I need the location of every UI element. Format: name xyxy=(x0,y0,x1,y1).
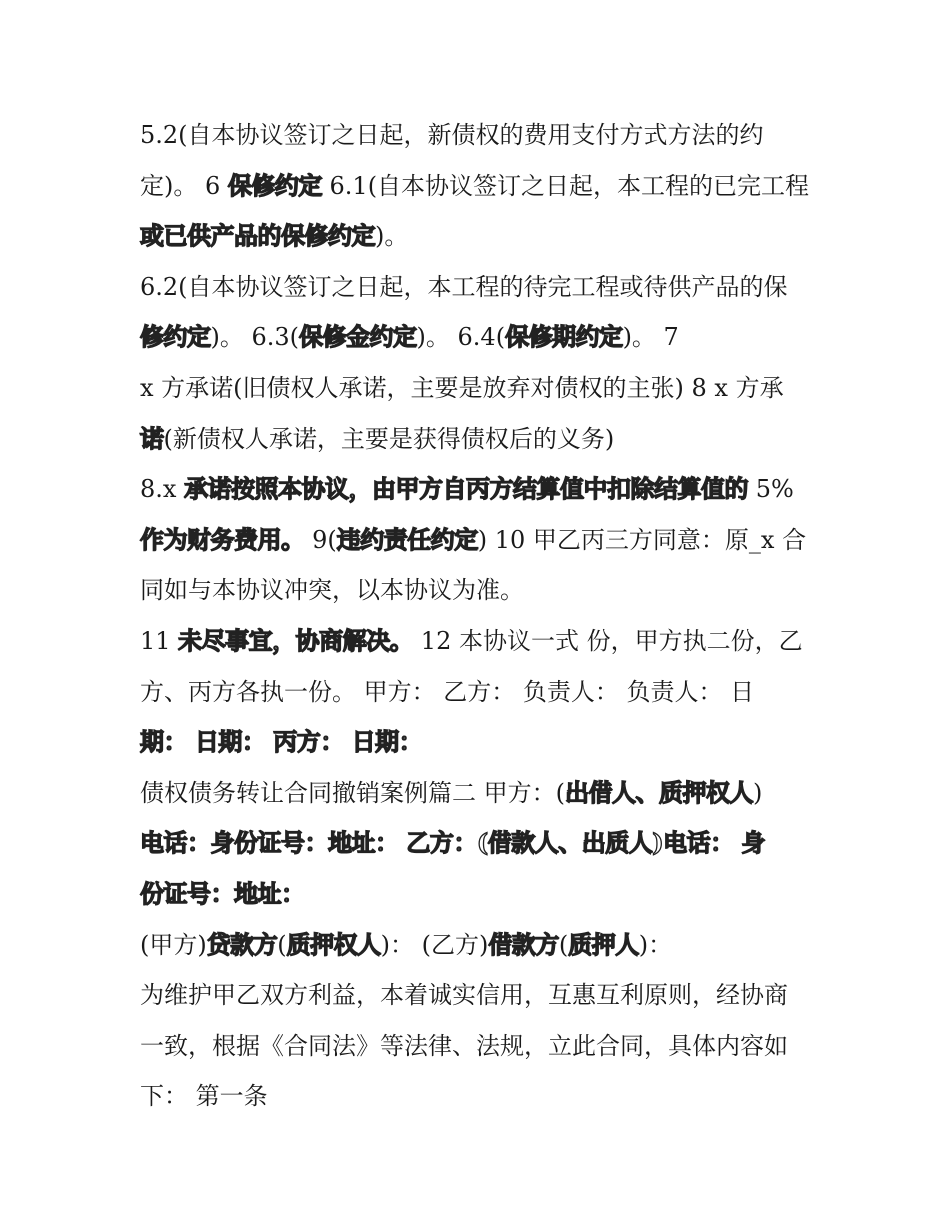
text-line xyxy=(140,211,812,262)
text-segment: )。 xyxy=(375,222,409,251)
outlined-text-segment: 借款方 xyxy=(488,929,559,959)
text-segment: 一致，根据《合同法》等法律、法规，立此合同，具体内容如 xyxy=(140,1031,788,1060)
outlined-text-segment: 诺 xyxy=(140,423,164,453)
text-line xyxy=(140,161,812,212)
outlined-text-segment: 作为财务费用。 xyxy=(140,524,305,554)
text-segment: ) xyxy=(753,778,763,807)
text-segment: 8.x xyxy=(140,475,185,504)
outlined-text-segment: 出借人、质押权人 xyxy=(565,777,753,807)
text-segment: x 方承诺(旧债权人承诺，主要是放弃对债权的主张) 8 x 方承 xyxy=(140,373,784,402)
text-segment: (甲方) xyxy=(140,930,207,959)
text-segment: (新债权人承诺，主要是获得债权后的义务) xyxy=(163,424,615,453)
text-segment: 5% xyxy=(748,475,794,504)
outlined-text-segment: 违约责任约定 xyxy=(336,524,478,554)
outlined-text-segment: 承诺按照本协议，由甲方自丙方结算值中扣除结算值的 xyxy=(184,474,749,504)
document-body xyxy=(140,110,812,1122)
outlined-text-segment: 电话：身份证号：地址： 乙方：(借款人、出质人)电话： 身 xyxy=(140,828,765,858)
text-segment: 同如与本协议冲突，以本协议为准。 xyxy=(140,576,524,605)
outlined-text-segment: 修约定 xyxy=(140,322,211,352)
outlined-text-segment: 保修约定 xyxy=(227,170,322,200)
outlined-text-segment: 份证号：地址： xyxy=(140,878,305,908)
outlined-text-segment: 保修金约定 xyxy=(299,322,417,352)
text-line xyxy=(140,717,812,768)
outlined-text-segment: 质押权人 xyxy=(286,929,381,959)
text-line xyxy=(140,515,812,566)
text-line xyxy=(140,110,812,161)
text-segment: )。 6.3( xyxy=(210,323,300,352)
text-segment: )： xyxy=(638,930,673,959)
text-segment: )。 6.4( xyxy=(416,323,506,352)
text-segment: ( xyxy=(277,930,287,959)
text-line xyxy=(140,667,812,718)
text-segment: 为维护甲乙双方利益，本着诚实信用，互惠互利原则，经协商 xyxy=(140,981,788,1010)
outlined-text-segment: 期： 日期： 丙方： 日期： xyxy=(140,727,423,757)
text-segment: 6.2(自本协议签订之日起，本工程的待完工程或待供产品的保 xyxy=(140,272,788,301)
text-segment: ) 10 甲乙丙三方同意：原_x 合 xyxy=(477,525,807,554)
text-line xyxy=(140,363,812,414)
text-segment: 12 本协议一式 份，甲方执二份，乙 xyxy=(413,626,803,655)
text-line xyxy=(140,920,812,971)
outlined-text-segment: 贷款方 xyxy=(206,929,278,959)
outlined-text-segment: 或已供产品的保修约定 xyxy=(140,221,375,251)
text-segment: 债权债务转让合同撤销案例篇二 甲方：( xyxy=(140,778,565,807)
text-line xyxy=(140,464,812,515)
text-line xyxy=(140,262,812,313)
text-segment: 6.1(自本协议签订之日起，本工程的已完工程 xyxy=(321,171,810,200)
text-segment: 方、丙方各执一份。 甲方： 乙方： 负责人： 负责人： 日 xyxy=(140,677,755,706)
text-line xyxy=(140,414,812,465)
text-segment: ( xyxy=(558,930,569,959)
text-line xyxy=(140,768,812,819)
outlined-text-segment: 未尽事宜，协商解决。 xyxy=(178,625,414,655)
text-line xyxy=(140,565,812,616)
text-segment: 5.2(自本协议签订之日起，新债权的费用支付方式方法的约 xyxy=(140,121,764,149)
text-segment: )。 7 xyxy=(622,323,679,352)
text-line xyxy=(140,1021,812,1072)
text-line xyxy=(140,869,812,920)
outlined-text-segment: 质押人 xyxy=(568,929,639,959)
text-segment: 9( xyxy=(304,525,337,554)
text-segment: 11 xyxy=(140,626,179,655)
text-line xyxy=(140,312,812,363)
text-line xyxy=(140,818,812,869)
text-segment: )： (乙方) xyxy=(380,930,489,959)
text-segment: 下： 第一条 xyxy=(140,1082,268,1111)
text-segment: 定)。 6 xyxy=(140,171,228,200)
text-line xyxy=(140,616,812,667)
outlined-text-segment: 保修期约定 xyxy=(505,322,623,352)
text-line xyxy=(140,970,812,1021)
text-line xyxy=(140,1071,812,1122)
